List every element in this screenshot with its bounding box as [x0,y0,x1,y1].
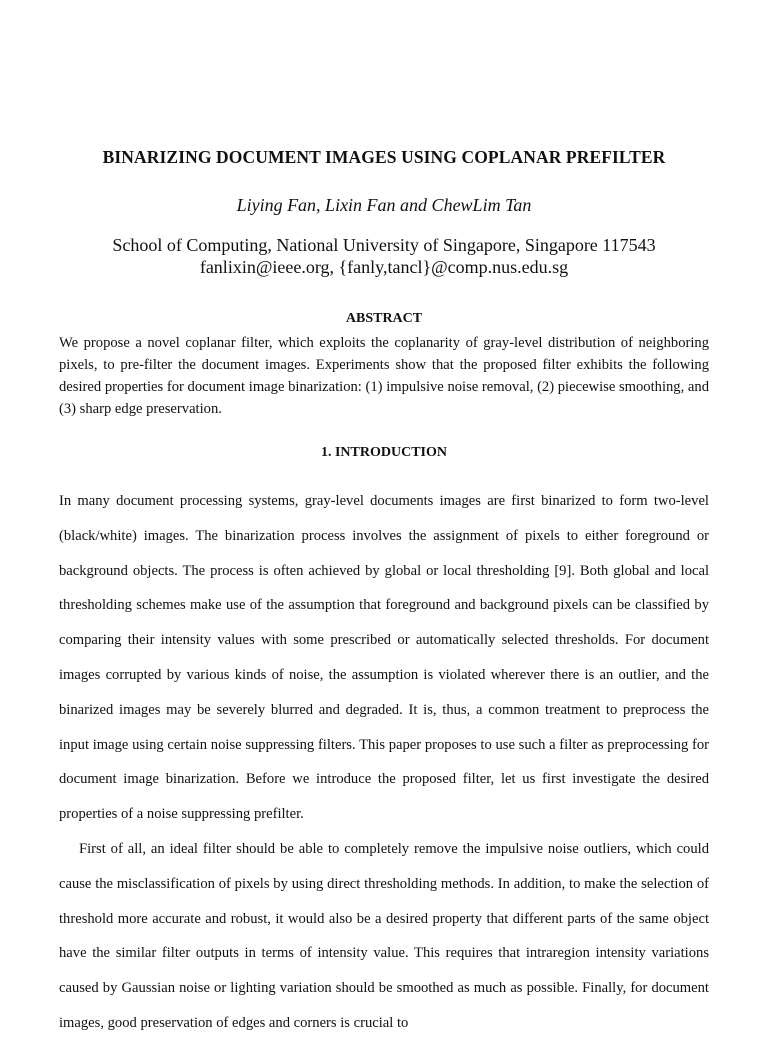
abstract-text: We propose a novel coplanar filter, which exploits the coplanarity of gray-level distribution of neighboring pixels, to pre-filter the document images. Experiments show that the proposed filter exhibits the following desired properties for document image binarization: (1) impulsive noise removal, (2) piecewise smoothing, and (3) sharp edge preservation. [59,335,709,417]
section-heading-introduction: 1. INTRODUCTION [320,445,447,460]
affiliation-block [0,234,768,278]
abstract-heading: ABSTRACT [345,311,423,326]
paragraph: First of all, an ideal filter should be able to completely remove the impulsive noise outliers, which could cause the misclassification of pixels by using direct thresholding methods. In addition, to make the selection of threshold more accurate and robust, it would also be a desired property that different parts of the same object have the similar filter outputs in terms of intensity value. This requires that intraregion intensity variations caused by Gaussian noise or lighting variation should be smoothed as much as possible. Finally, for document images, good preservation of edges and corners is crucial to [59,840,709,1031]
author-list: Liying Fan, Lixin Fan and ChewLim Tan [236,195,532,215]
section-body-introduction [59,484,709,1041]
email-line: fanlixin@ieee.org, {fanly,tancl}@comp.nus.edu.sg [199,257,569,277]
paragraph: In many document processing systems, gray-level documents images are first binarized to form two-level (black/white) images. The binarization process involves the assignment of pixels to either foreground or background objects. The process is often achieved by global or local thresholding [9]. Both global and local thresholding schemes make use of the assumption that foreground and background pixels can be classified by comparing their intensity values with some prescribed or automatically selected thresholds. For document images corrupted by various kinds of noise, the assumption is violated wherever there is an outlier, and the binarized images may be severely blurred and degraded. It is, thus, a common treatment to preprocess the input image using certain noise suppressing filters. This paper proposes to use such a filter as preprocessing for document image binarization. Before we introduce the proposed filter, let us first investigate the desired properties of a noise suppressing prefilter. [59,493,709,823]
paper-title: BINARIZING DOCUMENT IMAGES USING COPLANAR PREFILTER [102,147,666,167]
affiliation-line: School of Computing, National University of Singapore, Singapore 117543 [112,235,656,255]
